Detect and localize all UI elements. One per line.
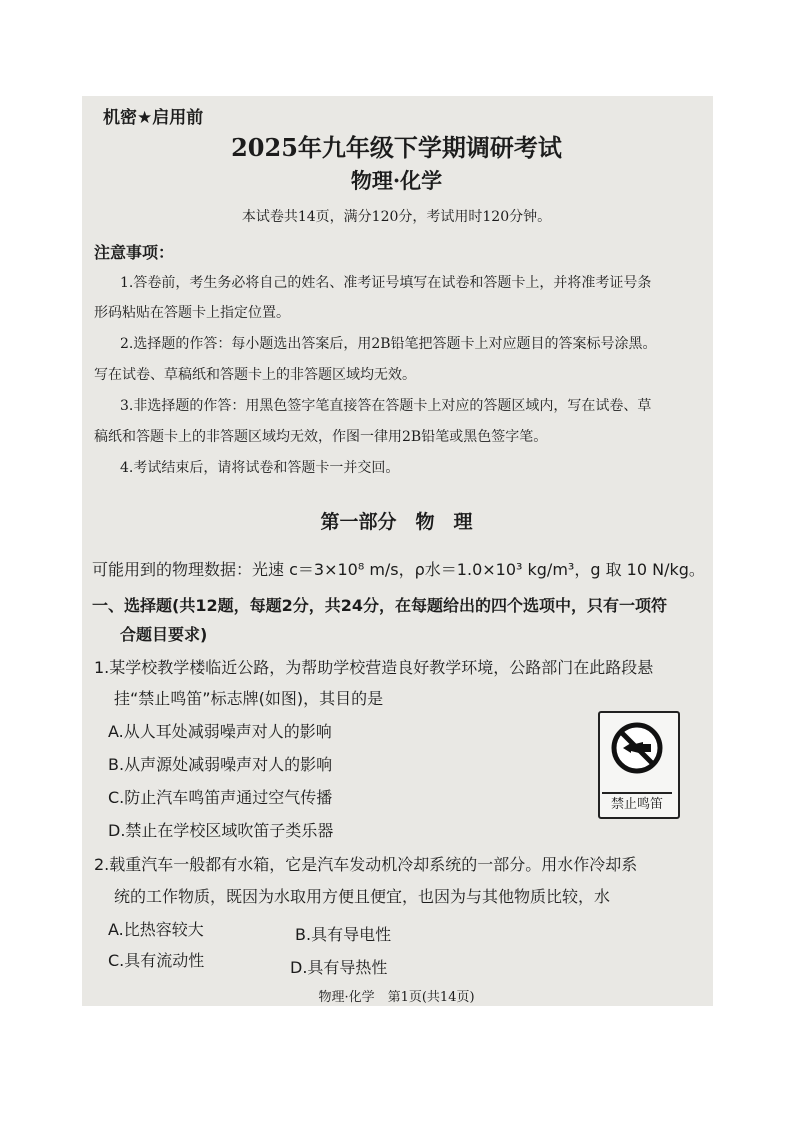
section-heading-line1: 一、选择题(共12题，每题2分，共24分，在每题给出的四个选项中，只有一项符 — [92, 596, 667, 615]
exam-info: 本试卷共14页，满分120分，考试用时120分钟。 — [241, 209, 552, 225]
notice-item-1-line1: 1.答卷前，考生务必将自己的姓名、准考证号填写在试卷和答题卡上，并将准考证号条 — [120, 275, 652, 291]
notice-item-3-line1: 3.非选择题的作答：用黑色签字笔直接答在答题卡上对应的答题区域内，写在试卷、草 — [120, 398, 652, 414]
part-title: 第一部分 物 理 — [320, 511, 473, 533]
question-2-option-b: B.具有导电性 — [295, 925, 392, 944]
physics-data: 可能用到的物理数据：光速 c＝3×10⁸ m/s，ρ水＝1.0×10³ kg/m³，g 取 10 N/kg。 — [92, 560, 705, 579]
question-1-option-b: B.从声源处减弱噪声对人的影响 — [108, 755, 333, 774]
question-1-option-d: D.禁止在学校区域吹笛子类乐器 — [108, 821, 334, 840]
confidential-mark: 机密★启用前 — [103, 108, 204, 128]
notice-item-1-line2: 形码粘贴在答题卡上指定位置。 — [94, 305, 290, 321]
question-2-stem-line2: 统的工作物质，既因为水取用方便且便宜，也因为与其他物质比较，水 — [114, 887, 611, 906]
exam-title: 2025年九年级下学期调研考试 — [231, 133, 562, 162]
exam-subtitle: 物理·化学 — [350, 168, 443, 193]
notice-item-4-line1: 4.考试结束后，请将试卷和答题卡一并交回。 — [120, 460, 400, 476]
sign-label: 禁止鸣笛 — [602, 792, 672, 815]
question-2-stem-line1: 2.载重汽车一般都有水箱，它是汽车发动机冷却系统的一部分。用水作冷却系 — [94, 855, 638, 874]
question-1-stem-line2: 挂“禁止鸣笛”标志牌(如图)，其目的是 — [114, 689, 384, 708]
question-1-stem-line1: 1.某学校教学楼临近公路，为帮助学校营造良好教学环境，公路部门在此路段悬 — [94, 658, 654, 677]
question-2-option-d: D.具有导热性 — [290, 958, 388, 977]
notice-item-2-line1: 2.选择题的作答：每小题选出答案后，用2B铅笔把答题卡上对应题目的答案标号涂黑。 — [120, 336, 657, 352]
page-footer: 物理·化学 第1页(共14页) — [318, 990, 475, 1005]
question-1-option-c: C.防止汽车鸣笛声通过空气传播 — [108, 788, 333, 807]
question-2-option-a: A.比热容较大 — [108, 920, 204, 939]
notice-heading: 注意事项： — [94, 243, 175, 262]
notice-item-2-line2: 写在试卷、草稿纸和答题卡上的非答题区域均无效。 — [94, 367, 416, 383]
no-horn-icon — [610, 721, 664, 775]
question-2-option-c: C.具有流动性 — [108, 951, 205, 970]
section-heading-line2: 合题目要求) — [120, 625, 208, 644]
question-1-option-a: A.从人耳处减弱噪声对人的影响 — [108, 722, 332, 741]
notice-item-3-line2: 稿纸和答题卡上的非答题区域均无效，作图一律用2B铅笔或黑色签字笔。 — [94, 429, 548, 445]
no-honking-sign — [598, 711, 680, 819]
